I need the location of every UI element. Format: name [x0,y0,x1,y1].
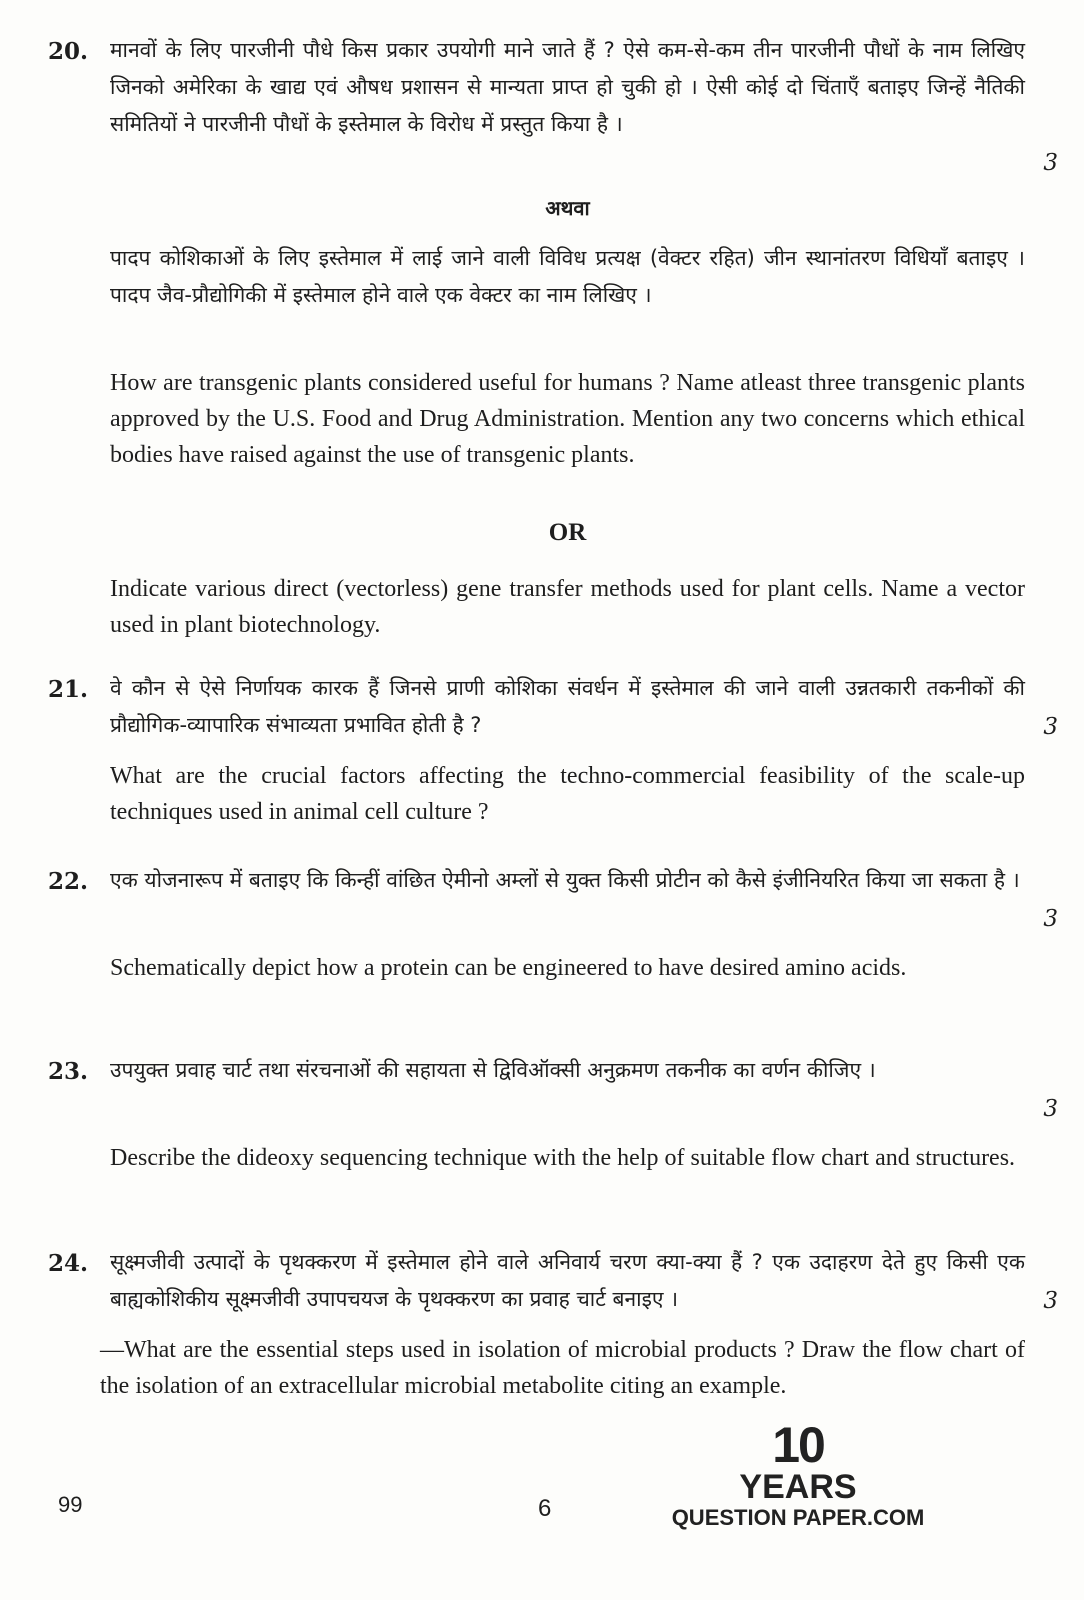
question-english-text: Schematically depict how a protein can be engineered to have desired amino acids. [110,955,907,981]
question-english-text: Describe the dideoxy sequencing technique with the help of suitable flow chart and structures. [110,1145,1016,1171]
question-hindi-text: उपयुक्त प्रवाह चार्ट तथा संरचनाओं की सहायता से द्विविऑक्सी अनुक्रमण तकनीक का वर्णन कीजिए । [110,1058,876,1082]
question-hindi-text: सूक्ष्मजीवी उत्पादों के पृथक्करण में इस्तेमाल होने वाले अनिवार्य चरण क्या-क्या हैं ? एक उदाहरण देते हुए किसी एक बाह्यकोशिकीय सूक्ष्मजीवी उपापचयज के पृथक्करण का प्रवाह चार्ट बनाइए । [110,1250,1025,1311]
question-number: 24. [48,1250,89,1277]
watermark-logo [668,1417,928,1532]
question-english-alt-text: Indicate various direct (vectorless) gene transfer methods used for plant cells. Name a vector used in plant biotechnology. [110,576,1025,638]
or-hindi: अथवा [545,196,590,220]
question-hindi-alt-text: पादप कोशिकाओं के लिए इस्तेमाल में लाई जाने वाली विविध प्रत्यक्ष (वेक्टर रहित) जीन स्थानांतरण विधियाँ बताइए । पादप जैव-प्रौद्योगिकी में इस्तेमाल होने वाले एक वेक्टर का नाम लिखिए । [110,246,1025,307]
logo-number: 10 [772,1417,824,1473]
marks: 3 [1043,714,1058,740]
or-english: OR [548,519,587,546]
question-number: 22. [48,868,89,895]
marks: 3 [1043,150,1058,176]
question-hindi-text: वे कौन से ऐसे निर्णायक कारक हैं जिनसे प्राणी कोशिका संवर्धन में इस्तेमाल की जाने वाली उन्नतकारी तकनीकों की प्रौद्योगिक-व्यापारिक संभाव्यता प्रभावित होती है ? [110,676,1025,737]
marks: 3 [1043,1096,1058,1122]
question-number: 20. [48,38,89,65]
question-english-text: What are the crucial factors affecting the techno-commercial feasibility of the scale-up techniques used in animal cell culture ? [110,763,1025,825]
paper-code: 99 [58,1492,83,1517]
logo-site: QUESTION PAPER.COM [671,1505,925,1530]
question-hindi-text: मानवों के लिए पारजीनी पौधे किस प्रकार उपयोगी माने जाते हैं ? ऐसे कम-से-कम तीन पारजीनी पौधों के नाम लिखिए जिनको अमेरिका के खाद्य एवं औषध प्रशासन से मान्यता प्राप्त हो चुकी हो । ऐसी कोई दो चिंताएँ बताइए जिन्हें नैतिकी समितियों ने पारजीनी पौधों के इस्तेमाल के विरोध में प्रस्तुत किया है । [110,38,1025,136]
question-hindi-text: एक योजनारूप में बताइए कि किन्हीं वांछित ऐमीनो अम्लों से युक्त किसी प्रोटीन को कैसे इंजीनियरित किया जा सकता है । [110,868,1020,892]
logo-years: YEARS [739,1468,857,1506]
question-english-text: —What are the essential steps used in isolation of microbial products ? Draw the flow chart of the isolation of an extracellular microbial metabolite citing an example. [100,1337,1025,1399]
marks: 3 [1043,1288,1058,1314]
marks: 3 [1043,906,1058,932]
question-english-text: How are transgenic plants considered useful for humans ? Name atleast three transgenic plants approved by the U.S. Food and Drug Administration. Mention any two concerns which ethical bodies have raised against the use of transgenic plants. [110,370,1025,468]
question-number: 21. [48,676,89,703]
page-number: 6 [538,1495,552,1522]
question-number: 23. [48,1058,89,1085]
